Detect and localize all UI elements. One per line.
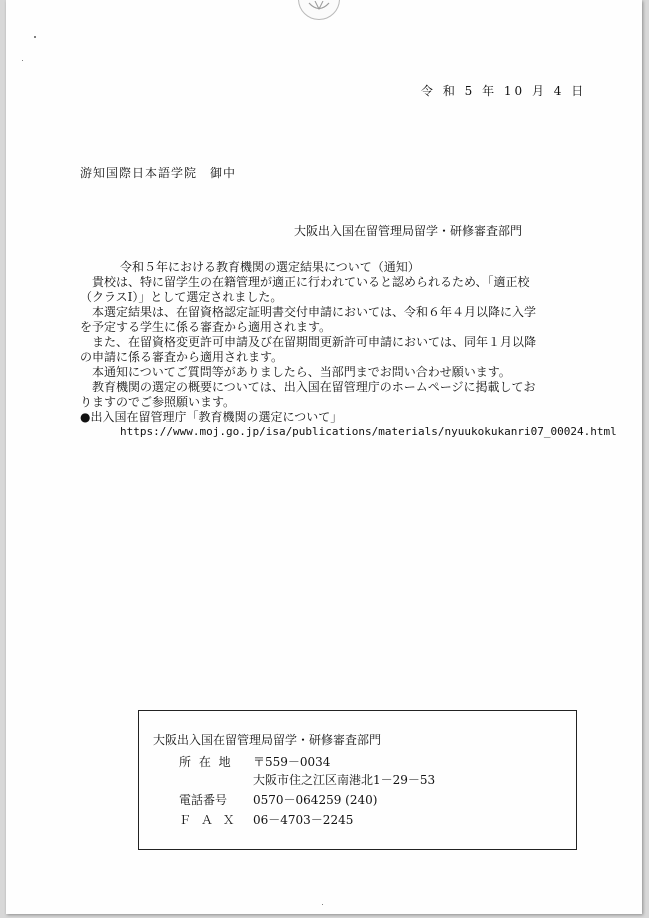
body-line: を予定する学生に係る審査から適用されます。 (80, 320, 332, 334)
body-line: の申請に係る審査から適用されます。 (80, 350, 284, 364)
sender-office: 大阪出入国在留管理局留学・研修審査部門 (294, 224, 523, 238)
reference-url[interactable]: https://www.moj.go.jp/isa/publications/materials/nyuukokukanri07_00024.html (120, 425, 617, 438)
address-label: 所 在 地 (179, 755, 233, 769)
body-line: 貴校は、特に留学生の在籍管理が適正に行われていると認められるため、「適正校 (80, 275, 530, 289)
body-line: りますのでご参照願います。 (80, 395, 236, 409)
scan-speck (322, 904, 323, 905)
scan-speck (34, 36, 36, 38)
contact-box (138, 710, 577, 850)
body-line: 教育機関の選定の概要については、出入国在留管理庁のホームページに掲載してお (80, 380, 536, 394)
body-line: また、在留資格変更許可申請及び在留期間更新許可申請においては、同年１月以降 (80, 335, 537, 349)
document-page (6, 0, 642, 914)
body-line: 本通知についてご質問等がありましたら、当部門までお問い合わせ願います。 (80, 365, 511, 379)
subject-line: 令和５年における教育機関の選定結果について（通知） (120, 260, 420, 274)
seal-mark-icon (306, 1, 332, 15)
bullet-reference: ●出入国在留管理庁「教育機関の選定について」 (80, 410, 343, 424)
body-line: 本選定結果は、在留資格認定証明書交付申請においては、令和６年４月以降に入学 (80, 305, 537, 319)
scan-speck (22, 60, 23, 61)
postal-code: 〒559－0034 (253, 755, 331, 769)
contact-office: 大阪出入国在留管理局留学・研修審査部門 (153, 733, 382, 747)
phone-number: 0570－064259 (240) (253, 793, 378, 807)
contact-address: 大阪市住之江区南港北1－29－53 (253, 773, 436, 787)
fax-label: Ｆ Ａ Ｘ (179, 813, 238, 827)
phone-label: 電話番号 (179, 793, 228, 807)
punch-hole-seal (298, 0, 340, 20)
body-line: （クラスⅠ）」として選定されました。 (80, 290, 283, 304)
fax-number: 06－4703－2245 (253, 813, 354, 827)
document-date: 令 和 5 年 10 月 4 日 (421, 84, 587, 98)
addressee: 游知国際日本語学院 御中 (80, 166, 237, 180)
